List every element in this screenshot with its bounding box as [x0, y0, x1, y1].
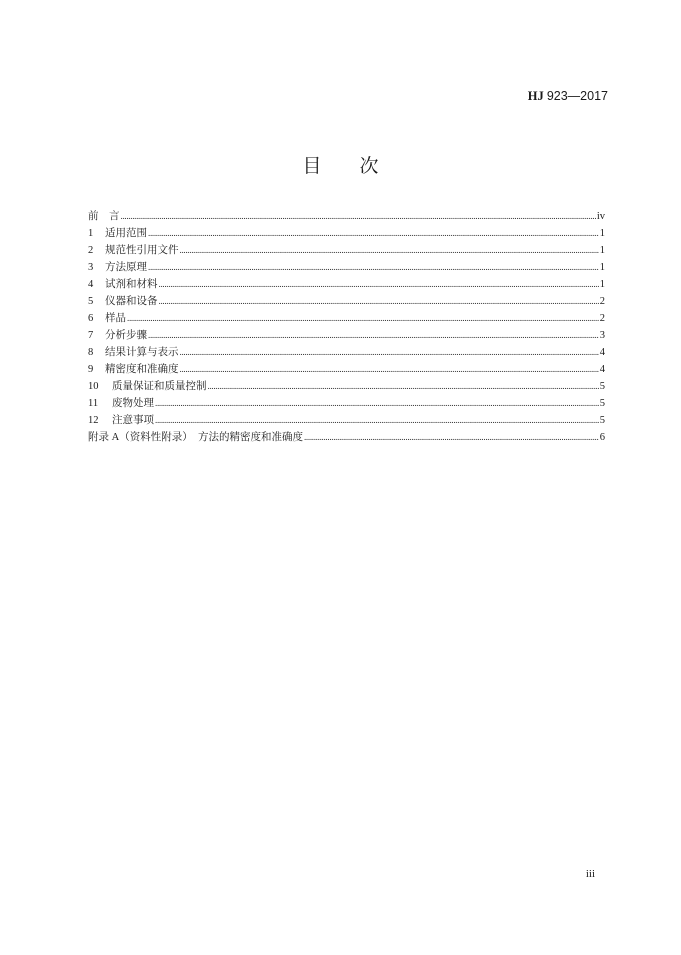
- toc-entry-number: 4: [88, 279, 94, 290]
- toc-entry-page: 1: [599, 279, 605, 290]
- toc-entry-number: 8: [88, 347, 94, 358]
- standard-code: [528, 89, 608, 104]
- toc-entry-7[interactable]: [88, 327, 605, 344]
- toc-entry-number: 6: [88, 313, 94, 324]
- toc-entry-6[interactable]: [88, 310, 605, 327]
- page-number: iii: [585, 868, 595, 880]
- toc-entry-number: 12: [88, 415, 99, 426]
- toc-leader-dots: [155, 395, 599, 412]
- toc-entry-label: 注意事项: [112, 415, 154, 426]
- standard-code-number: 923—2017: [546, 89, 608, 103]
- toc-entry-page: 4: [599, 347, 605, 358]
- toc-entry-label: 方法原理: [105, 262, 147, 273]
- toc-entry-page: 2: [599, 313, 605, 324]
- toc-entry-page: 5: [599, 398, 605, 409]
- toc-entry-page: 3: [599, 330, 605, 341]
- toc-leader-dots: [159, 293, 599, 310]
- page-title: [0, 151, 681, 178]
- toc-entry-page: 6: [599, 432, 605, 443]
- toc-leader-dots: [148, 259, 599, 276]
- toc-entry-9[interactable]: [88, 361, 605, 378]
- toc-entry-number: 9: [88, 364, 94, 375]
- toc-leader-dots: [148, 327, 599, 344]
- toc-entry-page: 4: [599, 364, 605, 375]
- toc-entry-number: 2: [88, 245, 94, 256]
- toc-entry-page: 5: [599, 381, 605, 392]
- toc-entry-page: 2: [599, 296, 605, 307]
- toc-entry-label: 附录 A（资料性附录） 方法的精密度和准确度: [88, 432, 303, 443]
- toc-leader-dots: [155, 412, 599, 429]
- toc-leader-dots: [159, 276, 599, 293]
- toc-leader-dots: [127, 310, 599, 327]
- toc-entry-label: 质量保证和质量控制: [112, 381, 207, 392]
- toc-entry-page: 1: [599, 228, 605, 239]
- toc-entry-label: 适用范围: [105, 228, 147, 239]
- toc-leader-dots: [304, 429, 599, 446]
- toc-entry-page: 1: [599, 245, 605, 256]
- toc-entry-page: iv: [596, 211, 605, 222]
- toc-entry-number: 3: [88, 262, 94, 273]
- toc-entry-page: 5: [599, 415, 605, 426]
- toc-entry-number: 7: [88, 330, 94, 341]
- toc-entry-label: 规范性引用文件: [105, 245, 179, 256]
- toc-entry-10[interactable]: [88, 378, 605, 395]
- standard-code-prefix: HJ: [527, 89, 544, 103]
- toc-entry-page: 1: [599, 262, 605, 273]
- toc-entry-1[interactable]: [88, 225, 605, 242]
- table-of-contents: [88, 208, 605, 446]
- toc-entry-number: 10: [88, 381, 99, 392]
- toc-entry-12[interactable]: [88, 412, 605, 429]
- toc-entry-2[interactable]: [88, 242, 605, 259]
- toc-entry-number: 1: [88, 228, 94, 239]
- toc-entry-8[interactable]: [88, 344, 605, 361]
- toc-entry-number: 11: [88, 398, 99, 409]
- toc-leader-dots: [180, 361, 599, 378]
- toc-leader-dots: [208, 378, 599, 395]
- toc-entry-label: 样品: [105, 313, 126, 324]
- page-title-char-2: 次: [359, 155, 379, 177]
- toc-entry-11[interactable]: [88, 395, 605, 412]
- toc-entry-3[interactable]: [88, 259, 605, 276]
- toc-entry-label: 分析步骤: [105, 330, 147, 341]
- toc-entry-number: 5: [88, 296, 94, 307]
- toc-entry-4[interactable]: [88, 276, 605, 293]
- toc-entry-5[interactable]: [88, 293, 605, 310]
- toc-entry-label: 结果计算与表示: [105, 347, 179, 358]
- toc-entry-label: 前 言: [88, 211, 120, 222]
- toc-leader-dots: [180, 242, 599, 259]
- toc-leader-dots: [121, 208, 596, 225]
- toc-entry-foreword[interactable]: [88, 208, 605, 225]
- toc-entry-label: 精密度和准确度: [105, 364, 179, 375]
- toc-entry-appendix-a[interactable]: [88, 429, 605, 446]
- toc-entry-label: 试剂和材料: [105, 279, 158, 290]
- page-title-char-1: 目: [302, 155, 322, 177]
- toc-leader-dots: [148, 225, 599, 242]
- toc-entry-label: 仪器和设备: [105, 296, 158, 307]
- toc-entry-label: 废物处理: [112, 398, 154, 409]
- toc-leader-dots: [180, 344, 599, 361]
